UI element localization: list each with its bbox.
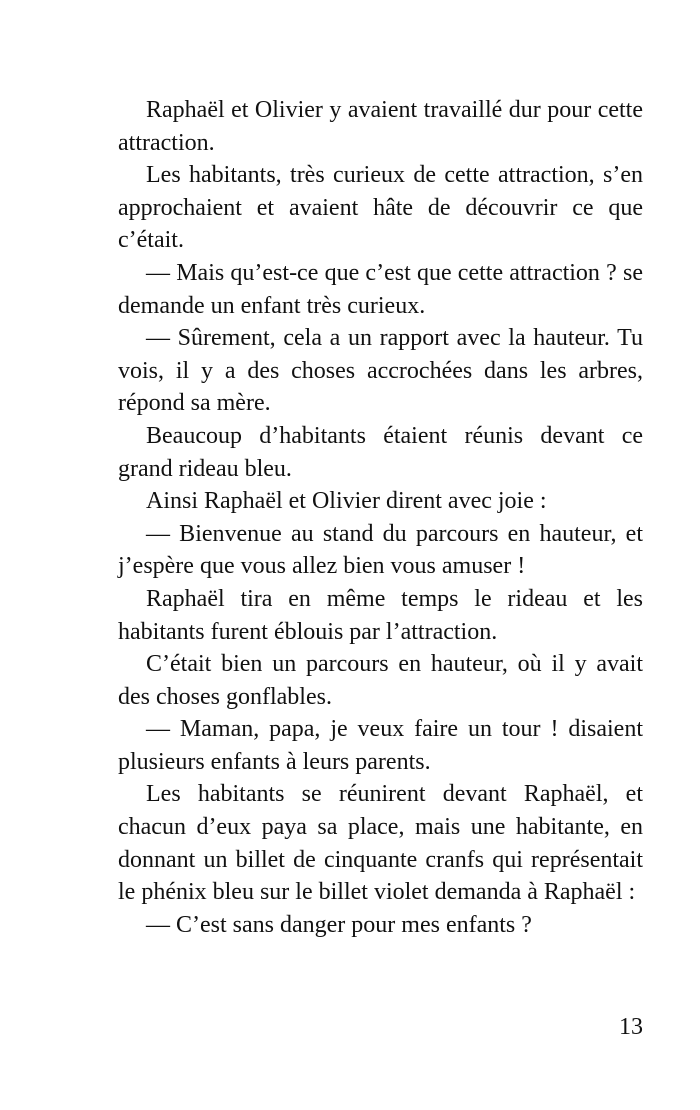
page-number: 13: [619, 1014, 643, 1040]
paragraph: Raphaël et Olivier y avaient travaillé dur pour cette attraction.: [118, 97, 643, 156]
paragraph: Les habitants se réunirent devant Raphaël, et chacun d’eux paya sa place, mais une habitante, en donnant un billet de cinquante cranfs qui représentait le phénix bleu sur le billet violet demanda à Raphaël :: [118, 781, 643, 906]
paragraph: Ainsi Raphaël et Olivier dirent avec joie :: [146, 488, 547, 515]
dialogue-line: — Mais qu’est-ce que c’est que cette attraction ? se demande un enfant très curieux.: [118, 259, 643, 319]
dialogue-line: — Bienvenue au stand du parcours en hauteur, et j’espère que vous allez bien vous amuser !: [118, 520, 643, 580]
page-body: [118, 94, 643, 941]
dialogue-line: — C’est sans danger pour mes enfants ?: [146, 911, 532, 938]
paragraph: Beaucoup d’habitants étaient réunis devant ce grand rideau bleu.: [118, 422, 643, 482]
paragraph: Les habitants, très curieux de cette attraction, s’en approchaient et avaient hâte de découvrir ce que c’était.: [118, 162, 643, 254]
dialogue-line: — Sûrement, cela a un rapport avec la hauteur. Tu vois, il y a des choses accrochées dans les arbres, répond sa mère.: [118, 325, 643, 417]
paragraph: Raphaël tira en même temps le rideau et les habitants furent éblouis par l’attraction.: [118, 585, 643, 645]
dialogue-line: — Maman, papa, je veux faire un tour ! disaient plusieurs enfants à leurs parents.: [118, 716, 643, 775]
paragraph: C’était bien un parcours en hauteur, où il y avait des choses gonflables.: [118, 651, 643, 710]
